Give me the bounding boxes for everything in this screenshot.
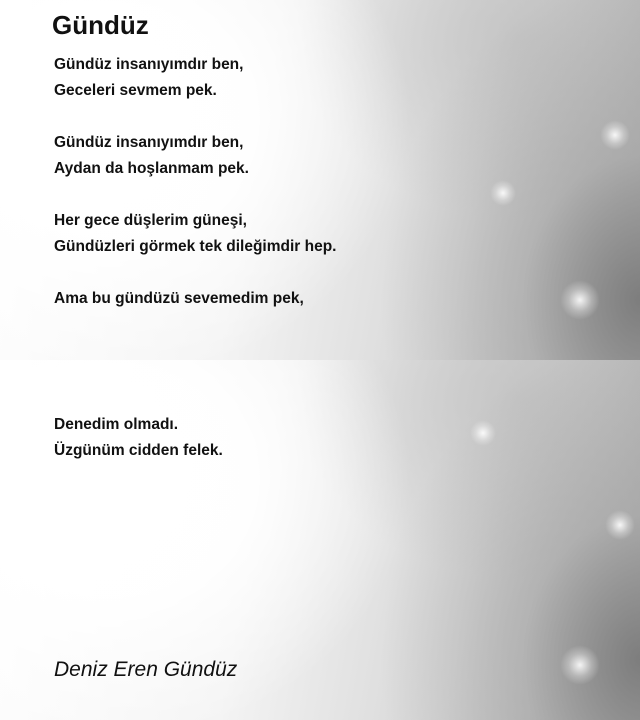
bokeh-light — [490, 180, 516, 206]
bokeh-light — [560, 280, 600, 320]
stanza-1 — [54, 52, 243, 104]
stanza-2 — [54, 130, 249, 182]
bokeh-light — [470, 420, 496, 446]
poem-line: Denedim olmadı. — [54, 416, 179, 433]
poem-line: Gündüz insanıyımdır ben, — [54, 56, 244, 73]
stanza-4 — [54, 286, 304, 312]
poem-panel-bottom — [0, 360, 640, 720]
bokeh-light — [560, 645, 600, 685]
poem-author: Deniz Eren Gündüz — [54, 658, 238, 681]
poem-line: Her gece düşlerim güneşi, — [54, 212, 247, 229]
poem-title: Gündüz — [52, 10, 149, 40]
poem-line: Üzgünüm cidden felek. — [54, 442, 223, 459]
stanza-3 — [54, 208, 337, 260]
poem-line: Ama bu gündüzü sevemedim pek, — [54, 290, 304, 307]
poem-line: Geceleri sevmem pek. — [54, 82, 217, 99]
bokeh-light — [605, 510, 635, 540]
poem-line: Gündüzleri görmek tek dileğimdir hep. — [54, 238, 337, 255]
poem-line: Aydan da hoşlanmam pek. — [54, 160, 249, 177]
stanza-5 — [54, 412, 223, 464]
bokeh-light — [600, 120, 630, 150]
poem-line: Gündüz insanıyımdır ben, — [54, 134, 244, 151]
